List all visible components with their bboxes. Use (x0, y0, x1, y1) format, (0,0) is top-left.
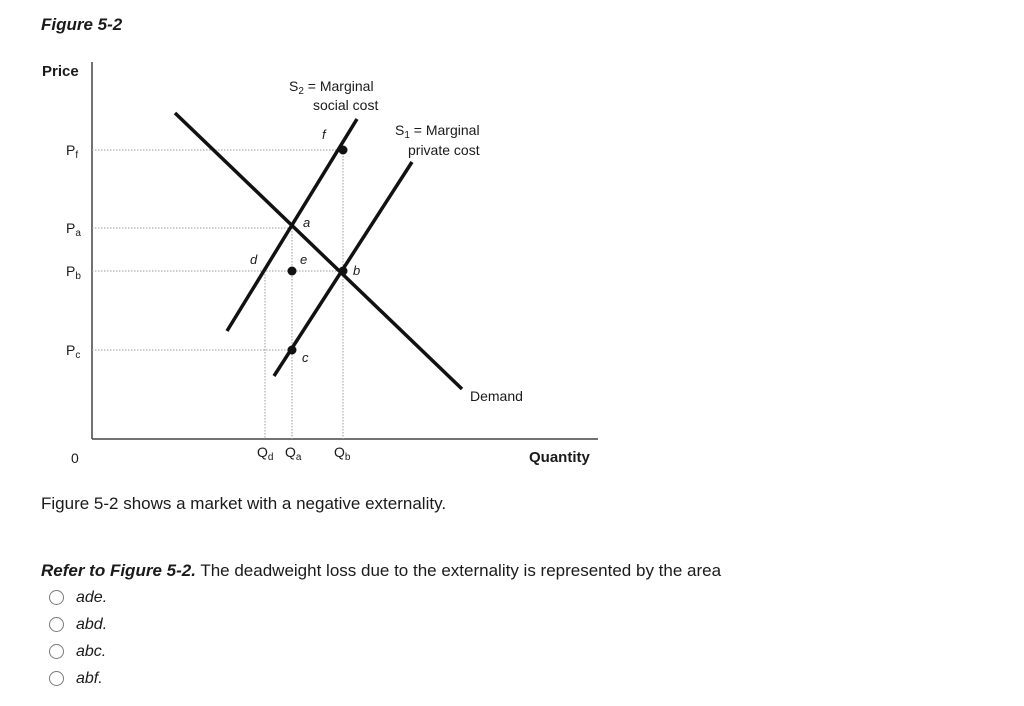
point-c (288, 346, 297, 355)
radio-button[interactable] (49, 590, 64, 605)
option-label: abf. (76, 669, 103, 687)
point-label-f: f (322, 127, 326, 142)
caption: Figure 5-2 shows a market with a negative externality. (41, 494, 447, 513)
option-abc[interactable] (49, 638, 107, 665)
x-axis-label: Quantity (529, 449, 590, 466)
point-label-c: c (302, 350, 309, 365)
price-tick-label-pb: $P_b$ (66, 263, 81, 282)
quantity-tick-label-qb: $Q_b$ (334, 444, 351, 463)
private-cost-label: $S_1$ = Marginal (395, 122, 480, 141)
point-label-a: a (303, 215, 311, 230)
radio-button[interactable] (49, 671, 64, 686)
y-axis-label: Price (42, 63, 79, 80)
point-label-b: b (353, 263, 361, 278)
figure-title: Figure 5-2 (41, 15, 123, 34)
origin-label: 0 (71, 450, 79, 466)
social-cost-label-line2: social cost (313, 97, 379, 113)
option-ade[interactable] (49, 584, 107, 611)
option-abf[interactable] (49, 665, 107, 692)
quantity-tick-label-qa: $Q_a$ (285, 444, 302, 463)
demand-label: Demand (470, 388, 523, 404)
option-label: abd. (76, 615, 108, 633)
point-f (339, 146, 348, 155)
point-label-e: e (300, 252, 308, 267)
option-label: abc. (76, 642, 107, 660)
radio-button[interactable] (49, 644, 64, 659)
question-text: The deadweight loss due to the externality is represented by the area (195, 561, 722, 580)
social-cost-label: $S_2$ = Marginal (289, 78, 374, 97)
question (41, 561, 721, 581)
point-b (339, 267, 348, 276)
point-label-d: d (250, 252, 258, 267)
answer-options (49, 584, 107, 692)
point-e (288, 267, 297, 276)
price-tick-label-pf: $P_f$ (66, 142, 79, 161)
price-tick-label-pc: $P_c$ (66, 342, 81, 361)
option-label: ade. (76, 588, 108, 606)
private-cost-label-line2: private cost (408, 142, 480, 158)
price-tick-label-pa: $P_a$ (66, 220, 81, 239)
radio-button[interactable] (49, 617, 64, 632)
quantity-tick-label-qd: $Q_d$ (257, 444, 274, 463)
question-ref: Refer to Figure 5-2. (41, 561, 196, 580)
option-abd[interactable] (49, 611, 107, 638)
